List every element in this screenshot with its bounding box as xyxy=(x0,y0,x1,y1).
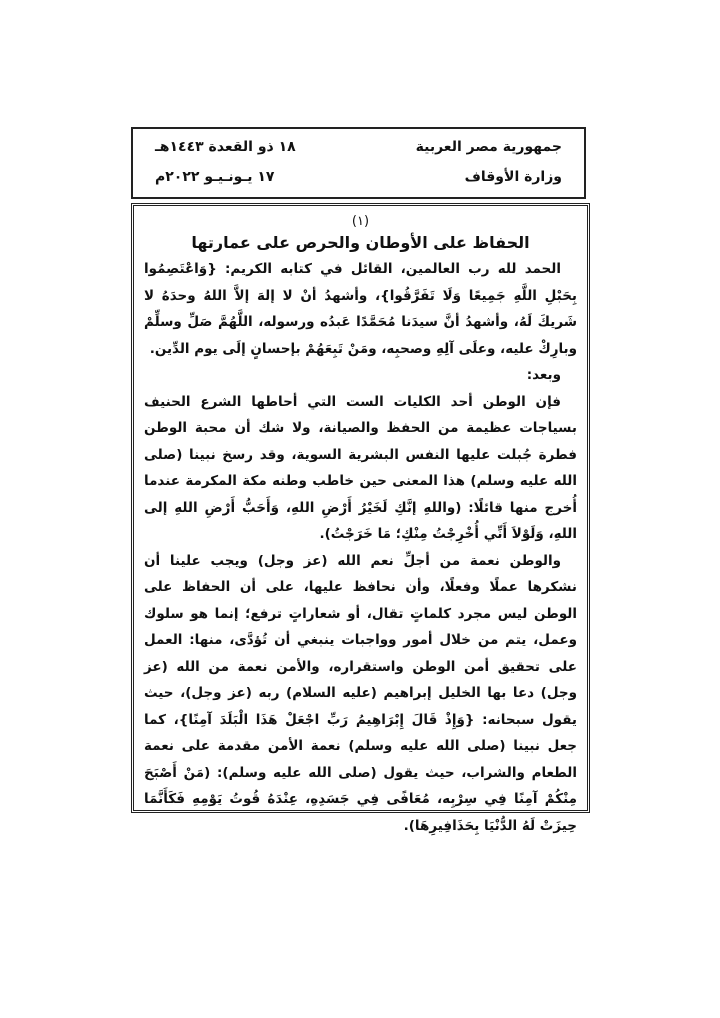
paragraph: الحمد لله رب العالمين، القائل في كتابه الكريم: {وَاعْتَصِمُوا بِحَبْلِ اللَّهِ جَمِيعًا وَلَا تَفَرَّقُوا}، وأشهدُ أنْ لا إلهَ إلاَّ اللهُ وحدَهُ لا شَريكَ لَهُ، وأشهدُ أنَّ سيدَنا مُحَمَّدًا عَبدُه ورسوله، اللَّهُمَّ صَلِّ وسلِّمْ وبارِكْ عليه، وعلَى آلِهِ وصحبِه، ومَنْ تَبِعَهُمْ بإحسانٍ إلَى يوم الدِّين. xyxy=(144,261,577,357)
document-header xyxy=(131,127,586,199)
country-name: جمهورية مصر العربية xyxy=(415,139,562,155)
paragraph: فإن الوطن أحد الكليات الست التي أحاطها الشرع الحنيف بسياجات عظيمة من الحفظ والصيانة، ولا شك أن محبة الوطن فطرة جُبلت عليها النفس البشرية السوية، وقد رسخ نبينا (صلى الله عليه وسلم) هذا المعنى حين خاطب وطنه مكة المكرمة عندما أُخرج منها قائلًا: (واللهِ إنَّكِ لَخَيْرُ أَرْضِ اللهِ، وَأَحَبُّ أَرْضِ اللهِ إلى اللهِ، وَلَوْلاَ أَنِّي أُخْرِجْتُ مِنْكِ؛ مَا خَرَجْتُ). xyxy=(144,393,577,542)
paragraph: وبعد: xyxy=(526,367,561,383)
paragraph: والوطن نعمة من أجلِّ نعم الله (عز وجل) ويجب علينا أن نشكرها عملًا وفعلًا، وأن نحافظ عليها، على أن الحفاظ على الوطن ليس مجرد كلماتٍ تقال، أو شعاراتٍ ترفع؛ إنما هو سلوك وعمل، يتم من خلال أمور وواجبات ينبغي أن تُؤدَّى، منها: العمل على تحقيق أمن الوطن واستقراره، والأمن نعمة من الله (عز وجل) دعا بها الخليل إبراهيم (عليه السلام) ربه (عز وجل)، حيث يقول سبحانه: {وَإِذْ قَالَ إِبْرَاهِيمُ رَبِّ اجْعَلْ هَذَا الْبَلَدَ آمِنًا}، كما جعل نبينا (صلى الله عليه وسلم) نعمة الأمن مقدمة على نعمة الطعام والشراب، حيث يقول (صلى الله عليه وسلم): (مَنْ أَصْبَحَ مِنْكُمْ آمِنًا فِي سِرْبِه، مُعَافًى فِي جَسَدِهِ، عِنْدَهُ قُوتُ يَوْمِهِ فَكَأَنَّمَا حِيزَتْ لَهُ الدُّنْيَا بِحَذَافِيرِهَا). xyxy=(144,552,577,834)
hijri-date: ١٨ ذو القعدة ١٤٤٣هـ xyxy=(155,139,296,155)
section-number: (١) xyxy=(351,214,370,229)
ministry-name: وزارة الأوقاف xyxy=(464,169,562,185)
gregorian-date: ١٧ يـونـيـو ٢٠٢٢م xyxy=(155,169,275,185)
document-body xyxy=(131,203,590,834)
document-title: الحفاظ على الأوطان والحرص على عمارتها xyxy=(191,233,530,252)
